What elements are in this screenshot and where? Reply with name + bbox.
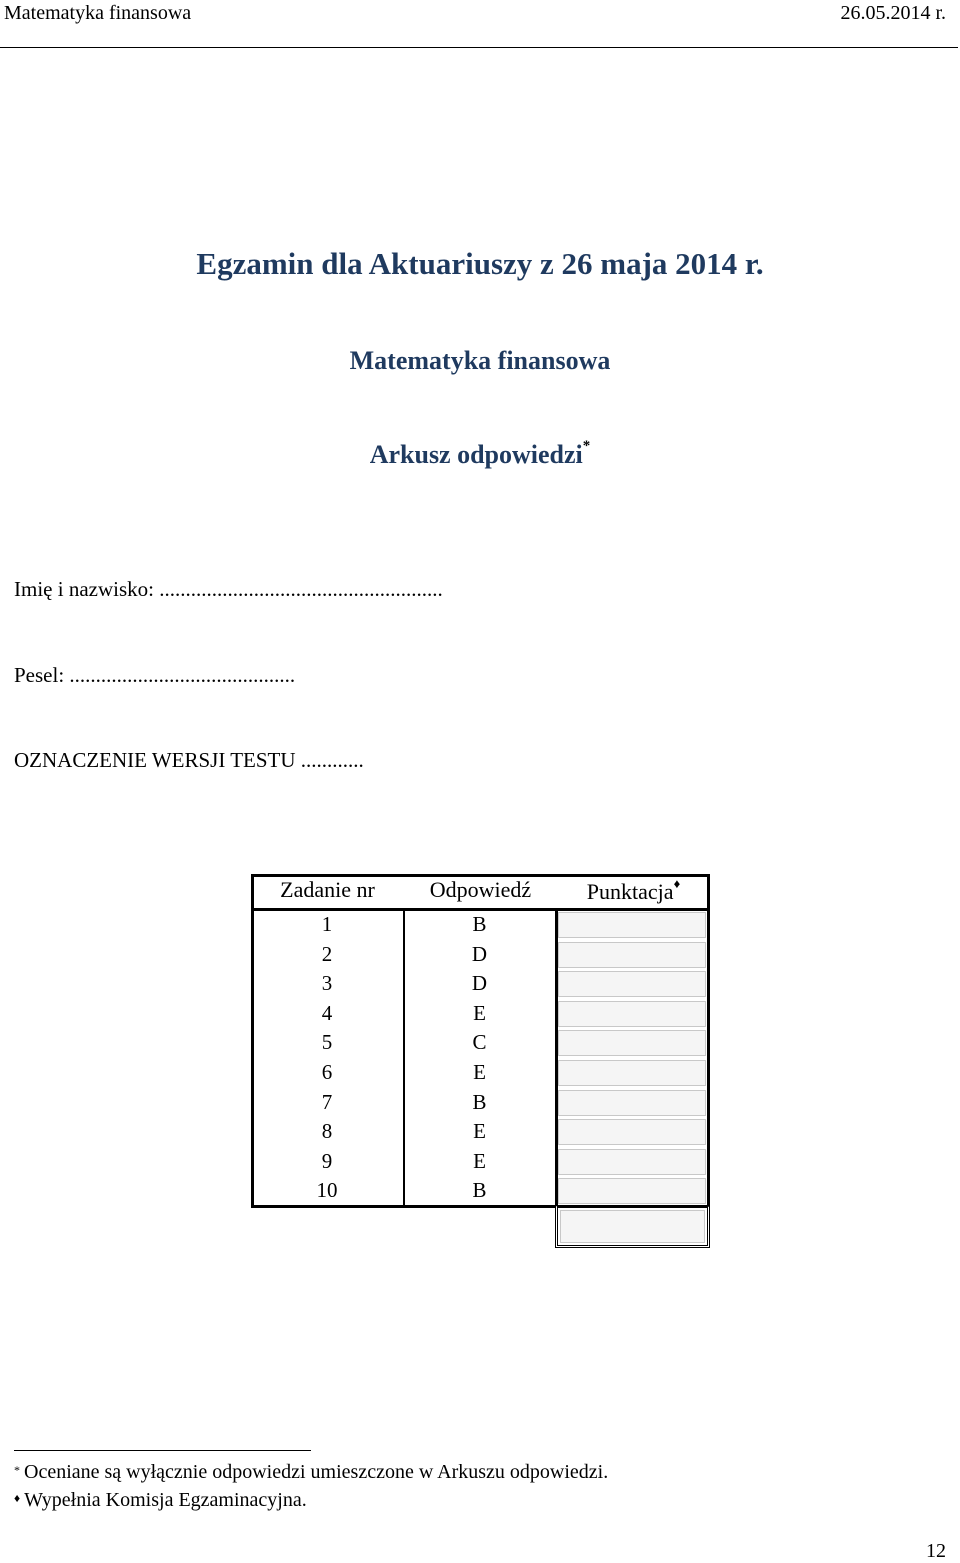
table-row bbox=[251, 911, 710, 941]
task-number-cell: 9 bbox=[321, 1148, 333, 1173]
task-number-cell: 2 bbox=[321, 941, 333, 966]
table-row bbox=[251, 1059, 710, 1089]
answer-rows bbox=[251, 911, 710, 1207]
total-score-field bbox=[560, 1210, 705, 1243]
answer-cell: E bbox=[473, 1119, 486, 1144]
answer-cell: E bbox=[473, 1000, 486, 1025]
answer-cell: B bbox=[472, 1089, 487, 1114]
score-field bbox=[558, 1178, 706, 1204]
answer-cell: B bbox=[472, 1178, 487, 1203]
answer-sheet-title bbox=[0, 440, 960, 470]
score-field bbox=[558, 1060, 706, 1086]
score-field bbox=[558, 1119, 706, 1145]
diamond-icon: ♦ bbox=[14, 1491, 21, 1505]
score-field bbox=[558, 1001, 706, 1027]
header-rule bbox=[0, 47, 958, 48]
exam-subject: Matematyka finansowa bbox=[349, 346, 611, 375]
table-row bbox=[251, 1000, 710, 1030]
table-row bbox=[251, 1029, 710, 1059]
footnote-2 bbox=[14, 1489, 307, 1512]
task-number-cell: 1 bbox=[321, 912, 333, 936]
task-number-cell: 5 bbox=[321, 1030, 333, 1055]
table-row bbox=[251, 1148, 710, 1178]
answer-sheet-footnote-mark: * bbox=[582, 438, 591, 454]
task-number-cell: 3 bbox=[321, 971, 333, 996]
answer-cell: C bbox=[472, 1030, 487, 1055]
header-score bbox=[557, 876, 710, 905]
task-number-cell: 4 bbox=[321, 1000, 333, 1025]
score-field bbox=[558, 1149, 706, 1175]
footnote-1-text: Oceniane są wyłącznie odpowiedzi umieszczone w Arkuszu odpowiedzi. bbox=[24, 1461, 609, 1483]
answer-cell: D bbox=[471, 941, 488, 966]
exam-title: Egzamin dla Aktuariuszy z 26 maja 2014 r. bbox=[196, 246, 764, 281]
answer-cell: E bbox=[473, 1059, 486, 1084]
asterisk-icon: * bbox=[14, 1463, 20, 1477]
answer-sheet-label: Arkusz odpowiedzi bbox=[369, 440, 583, 469]
score-field bbox=[558, 912, 706, 938]
answer-cell: D bbox=[471, 971, 488, 996]
header-task-number: Zadanie nr bbox=[280, 877, 375, 902]
header-answer: Odpowiedź bbox=[429, 877, 532, 902]
header-subject: Matematyka finansowa bbox=[4, 2, 192, 24]
header-date: 26.05.2014 r. bbox=[840, 2, 946, 24]
table-row bbox=[251, 970, 710, 1000]
name-field: Imię i nazwisko: ...................................................... bbox=[14, 577, 443, 601]
score-field bbox=[558, 942, 706, 968]
test-version-field: OZNACZENIE WERSJI TESTU ............ bbox=[14, 748, 364, 772]
table-row bbox=[251, 1089, 710, 1119]
table-row bbox=[251, 1177, 710, 1207]
table-row bbox=[251, 1118, 710, 1148]
score-field bbox=[558, 1090, 706, 1116]
task-number-cell: 8 bbox=[321, 1119, 333, 1144]
answer-cell: B bbox=[472, 912, 487, 936]
answer-cell: E bbox=[473, 1148, 486, 1173]
page-header bbox=[0, 0, 960, 50]
header-score-label: Punktacja bbox=[586, 879, 674, 904]
table-row bbox=[251, 941, 710, 971]
diamond-icon: ♦ bbox=[673, 876, 681, 891]
task-number-cell: 7 bbox=[321, 1089, 333, 1114]
total-score-box bbox=[555, 1205, 710, 1248]
task-number-cell: 6 bbox=[321, 1059, 333, 1084]
footnote-rule bbox=[14, 1450, 311, 1451]
footnote-2-text: Wypełnia Komisja Egzaminacyjna. bbox=[24, 1489, 307, 1511]
score-field bbox=[558, 1030, 706, 1056]
score-field bbox=[558, 971, 706, 997]
pesel-field: Pesel: ........................................... bbox=[14, 663, 296, 687]
footnote-1 bbox=[14, 1461, 608, 1484]
page-number: 12 bbox=[926, 1540, 946, 1562]
task-number-cell: 10 bbox=[316, 1178, 338, 1203]
answer-table-header bbox=[251, 874, 710, 910]
